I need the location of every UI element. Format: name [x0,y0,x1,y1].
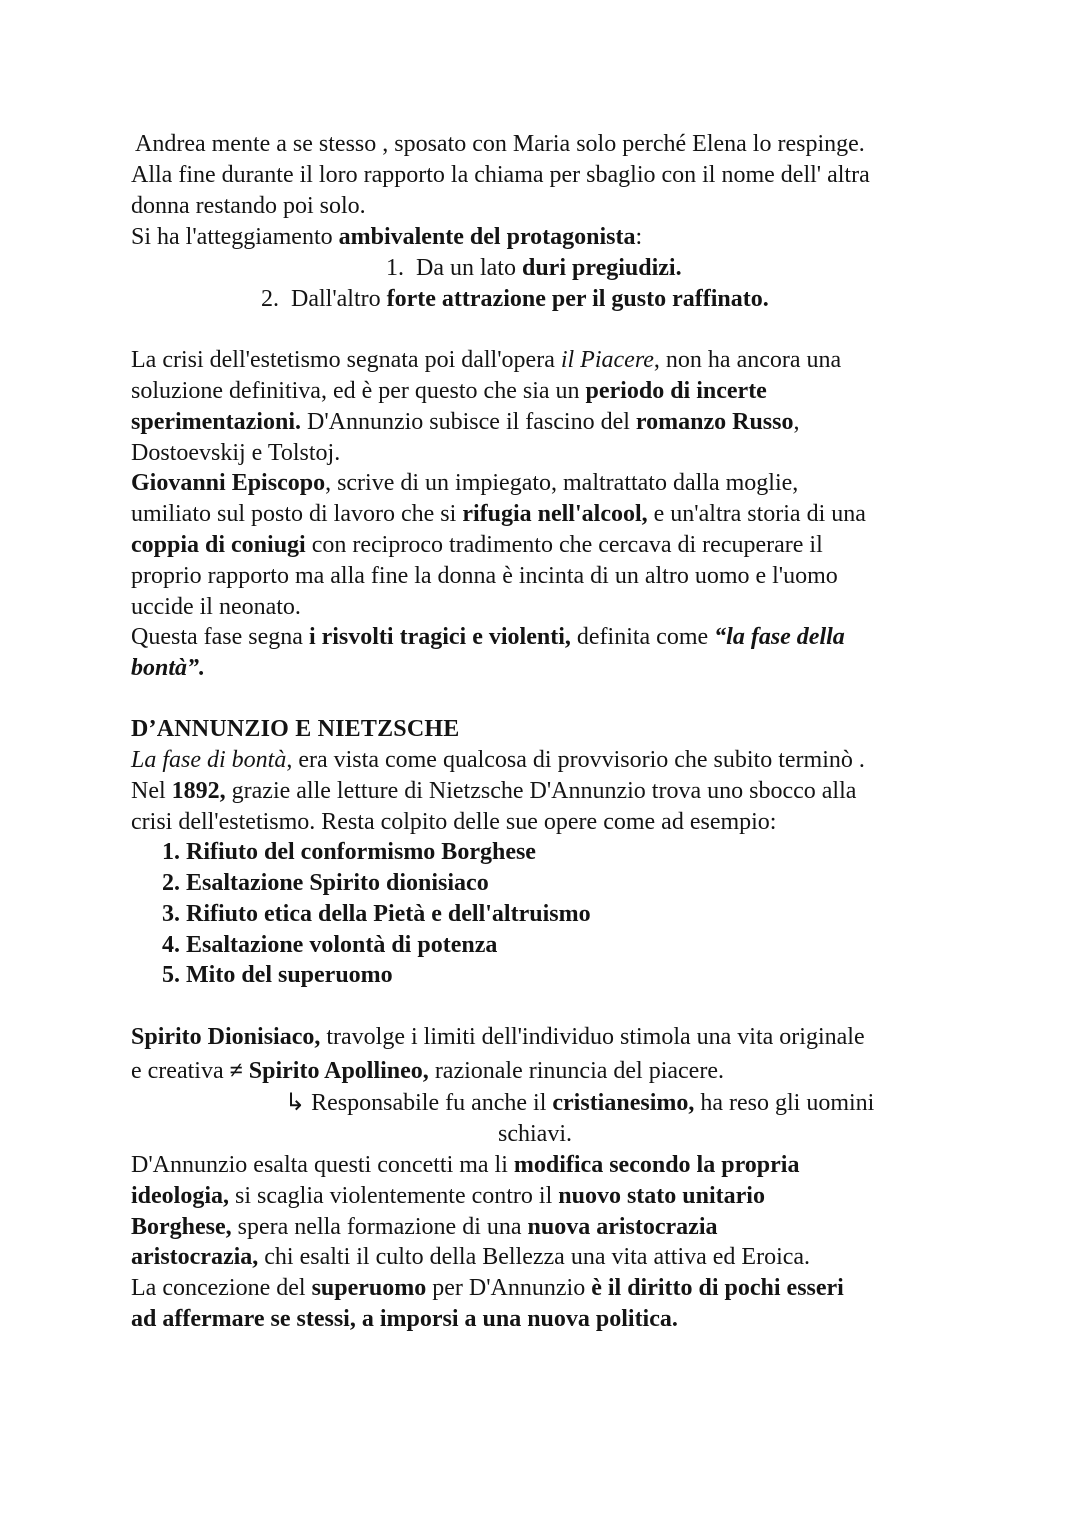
text: uccide il neonato. [131,594,301,620]
bold-text: ideologia, [131,1183,230,1209]
text: soluzione definitiva, ed è per questo che sia un [131,378,586,404]
text: e creativa [131,1058,230,1084]
bold-text: cristianesimo, [552,1090,695,1116]
text-line [285,1088,874,1118]
bold-text: romanzo Russo [635,409,794,435]
text-line [131,160,870,190]
bold-italic-text: bontà”. [131,655,206,681]
text: Dall'altro [291,286,387,312]
text-line [131,653,205,683]
text: Mito del superuomo [186,962,393,988]
list-item [162,837,536,867]
text: D'Annunzio esalta questi concetti ma li [131,1152,514,1178]
italic-text: il Piacere [560,347,654,373]
text-line [131,191,366,221]
text-line [131,438,340,468]
bold-text: aristocrazia, [131,1244,259,1270]
text: Esaltazione volontà di potenza [186,932,498,958]
text-line [131,1181,765,1211]
text: Nel [131,778,172,804]
list-item [162,868,489,898]
text-line [135,129,865,159]
text: razionale rinuncia del piacere. [428,1058,724,1084]
text-line [131,592,301,622]
list-number: 1. [386,255,404,281]
text: crisi dell'estetismo. Resta colpito delle sue opere come ad esempio: [131,809,777,835]
list-number: 2. [261,286,279,312]
text: D'Annunzio subisce il fascino del [300,409,636,435]
section-heading: D’ANNUNZIO E NIETZSCHE [131,716,460,742]
bold-text: Borghese, [131,1214,232,1240]
text: definita come [570,624,715,650]
text-line [131,407,799,437]
list-number: 4. [162,932,180,958]
text: si scaglia violentemente contro il [229,1183,559,1209]
text: per D'Annunzio [426,1275,592,1301]
text-line [131,376,767,406]
text: ha reso gli uomini [694,1090,875,1116]
list-item [162,899,591,929]
bold-text: periodo di incerte [585,378,767,404]
text: , era vista come qualcosa di provvisorio che subito terminò . [286,747,865,773]
bold-text: Spirito Dionisiaco, [131,1024,321,1050]
bold-text: sperimentazioni. [131,409,301,435]
text-line [131,561,838,591]
text-line [498,1119,572,1149]
bold-text: ambivalente del protagonista [338,224,636,250]
bold-text: modifica secondo la propria [513,1152,800,1178]
text: , [793,409,800,435]
list-number: 1. [162,839,180,865]
bold-text: 1892, [171,778,226,804]
bold-text: rifugia nell'alcool, [462,501,648,527]
text: Alla fine durante il loro rapporto la chiama per sbaglio con il nome dell' altra [131,162,870,188]
text: Da un lato [416,255,522,281]
text: proprio rapporto ma alla fine la donna è incinta di un altro uomo e l'uomo [131,563,838,589]
text-line [131,622,845,652]
text: Esaltazione Spirito dionisiaco [186,870,489,896]
text-line [131,468,798,498]
text-line [131,1304,678,1334]
bold-text: forte attrazione per il gusto raffinato. [386,286,769,312]
bold-text: Giovanni Episcopo [131,470,326,496]
bold-text: è il diritto di pochi esseri [591,1275,844,1301]
text: schiavi. [498,1121,572,1147]
text: travolge i limiti dell'individuo stimola una vita originale [320,1024,865,1050]
text-line [131,745,865,775]
text: con reciproco tradimento che cercava di recuperare il [305,532,823,558]
text: chi esalti il culto della Bellezza una vita attiva ed Eroica. [258,1244,811,1270]
list-item [162,960,393,990]
list-item [386,253,682,283]
text-line [131,807,776,837]
text-line [131,1150,799,1180]
text: umiliato sul posto di lavoro che si [131,501,463,527]
text-line [131,1212,718,1242]
bold-text: superuomo [311,1275,427,1301]
text-line [131,1022,865,1052]
italic-text: La fase di bontà [131,747,287,773]
text: e un'altra storia di una [647,501,866,527]
bold-text: coppia di coniugi [131,532,306,558]
text: Rifiuto del conformismo Borghese [186,839,536,865]
text: Andrea mente a se stesso , sposato con Maria solo perché Elena lo respinge. [135,131,865,157]
text-line [131,1273,844,1303]
list-item [162,930,497,960]
text-line [131,345,841,375]
text: ↳ Responsabile fu anche il [285,1090,553,1116]
text: donna restando poi solo. [131,193,366,219]
bold-text: duri pregiudizi. [521,255,682,281]
list-number: 5. [162,962,180,988]
text: : [635,224,643,250]
text-line [131,530,823,560]
text: , scrive di un impiegato, maltrattato dalla moglie, [325,470,799,496]
text: La crisi dell'estetismo segnata poi dall'opera [131,347,561,373]
bold-text: nuovo stato unitario [558,1183,765,1209]
text-line [131,222,642,252]
text: , non ha ancora una [653,347,842,373]
list-item [261,284,769,314]
text: spera nella formazione di una [231,1214,528,1240]
text-line [131,1056,724,1086]
text: grazie alle letture di Nietzsche D'Annunzio trova uno sbocco alla [225,778,857,804]
text-line [131,1242,810,1272]
text: Rifiuto etica della Pietà e dell'altruismo [186,901,591,927]
text: Questa fase segna [131,624,309,650]
bold-text: ad affermare se stessi, a imporsi a una nuova politica. [131,1306,678,1332]
text-line [131,499,866,529]
text-line [131,776,856,806]
bold-text: ≠ Spirito Apollineo, [229,1058,429,1084]
bold-text: nuova aristocrazia [527,1214,718,1240]
list-number: 2. [162,870,180,896]
text: La concezione del [131,1275,312,1301]
bold-italic-text: “la fase della [714,624,845,650]
text: Dostoevskij e Tolstoj. [131,440,341,466]
text: Si ha l'atteggiamento [131,224,339,250]
bold-text: i risvolti tragici e violenti, [308,624,571,650]
list-number: 3. [162,901,180,927]
